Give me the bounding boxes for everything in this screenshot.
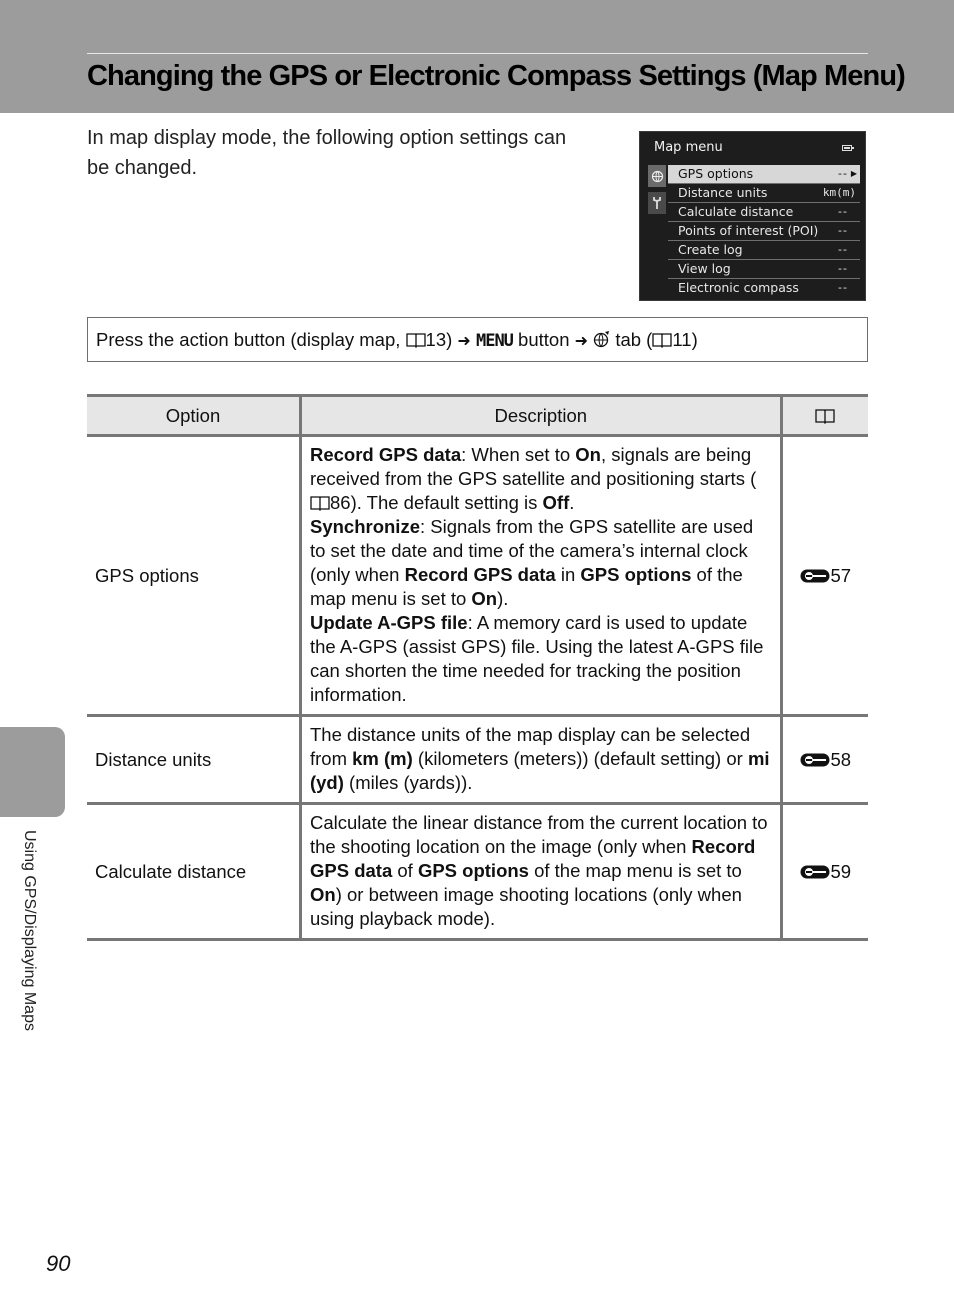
camera-menu-item[interactable] xyxy=(668,241,860,260)
option-description xyxy=(300,436,781,716)
camera-menu-item-value: -- xyxy=(838,262,848,275)
navigation-path xyxy=(87,317,868,362)
desc-text: , signals are being received from the GPS satellite and positioning starts ( xyxy=(309,444,757,489)
camera-menu-title: Map menu xyxy=(654,140,723,155)
reference-page: 58 xyxy=(830,748,852,770)
nav-ref-link[interactable]: 11 xyxy=(672,329,692,350)
term: GPS options xyxy=(417,860,529,881)
camera-menu-item[interactable] xyxy=(668,260,860,279)
reference-book-icon xyxy=(815,407,835,423)
term: mi (yd) xyxy=(309,748,770,793)
camera-menu-item[interactable] xyxy=(668,165,860,184)
desc-text: of the map menu is set to xyxy=(528,860,742,881)
nav-text: tab ( xyxy=(610,329,653,350)
reference-cell[interactable] xyxy=(781,804,868,940)
desc-text: in xyxy=(555,564,581,585)
option-description xyxy=(300,804,781,940)
chapter-side-tab xyxy=(0,727,65,817)
reference-page: 57 xyxy=(830,564,852,586)
desc-text: of xyxy=(392,860,418,881)
camera-menu-item-value: -- xyxy=(838,167,848,180)
term: On xyxy=(309,884,336,905)
desc-ref-link[interactable]: 86 xyxy=(329,492,351,513)
table-row xyxy=(87,804,868,940)
right-arrow-icon: ➜ xyxy=(574,333,589,350)
camera-menu-item-label: View log xyxy=(678,261,731,276)
reference-book-icon xyxy=(406,320,426,336)
term: On xyxy=(575,444,601,465)
page-title: Changing the GPS or Electronic Compass Settings (Map Menu) xyxy=(87,60,905,92)
column-header-description: Description xyxy=(300,396,781,436)
term: Record GPS data xyxy=(404,564,556,585)
camera-menu-item-value: -- xyxy=(838,205,848,218)
desc-text: Calculate the linear distance from the current location to the shooting location on the image (only when xyxy=(309,812,768,857)
desc-text: : When set to xyxy=(461,444,576,465)
term: Record GPS data xyxy=(309,444,462,465)
nav-text: button xyxy=(512,329,575,350)
desc-text: : Signals from the GPS satellite are used to set the date and time of the camera’s internal clock (only when xyxy=(309,516,754,585)
reference-section-e-icon xyxy=(800,569,830,583)
intro-text: In map display mode, the following option settings can be changed. xyxy=(87,127,567,179)
camera-menu-item-label: Electronic compass xyxy=(678,280,799,295)
option-name: GPS options xyxy=(87,436,300,716)
camera-menu-item[interactable] xyxy=(668,222,860,241)
camera-menu-item-label: GPS options xyxy=(678,166,754,181)
chapter-side-label: Using GPS/Displaying Maps xyxy=(21,830,38,1031)
reference-book-icon xyxy=(310,493,330,509)
option-name: Calculate distance xyxy=(87,804,300,940)
desc-text: . xyxy=(569,492,575,513)
camera-menu-item-label: Distance units xyxy=(678,185,768,200)
reference-cell[interactable] xyxy=(781,436,868,716)
column-header-option: Option xyxy=(87,396,300,436)
nav-text: ) xyxy=(691,329,698,350)
table-row xyxy=(87,436,868,716)
term: On xyxy=(471,588,498,609)
chevron-right-icon: ▶ xyxy=(850,169,857,178)
map-globe-tab-icon xyxy=(593,329,610,350)
term: km (m) xyxy=(352,748,413,769)
map-globe-tab-icon xyxy=(648,165,666,187)
menu-button-label: MENU xyxy=(475,331,513,351)
camera-menu-item-value: -- xyxy=(838,224,848,237)
desc-text: (kilometers (meters)) (default setting) or xyxy=(412,748,748,769)
camera-menu-item[interactable] xyxy=(668,184,860,203)
battery-icon xyxy=(842,145,852,151)
camera-menu-item-value: -- xyxy=(838,243,848,256)
term: Off xyxy=(542,492,570,513)
table-row xyxy=(87,716,868,804)
option-description xyxy=(300,716,781,804)
camera-screen xyxy=(639,131,866,301)
desc-text: of the map menu is set to xyxy=(309,564,743,609)
term: Update A-GPS file xyxy=(309,612,468,633)
page-number: 90 xyxy=(46,1251,71,1276)
desc-text: ) or between image shooting locations (only when using playback mode). xyxy=(309,884,742,929)
reference-page: 59 xyxy=(830,860,852,882)
camera-menu-item[interactable] xyxy=(668,279,860,297)
desc-text: (miles (yards)). xyxy=(343,772,473,793)
nav-text: ) xyxy=(446,329,458,350)
reference-cell[interactable] xyxy=(781,716,868,804)
desc-text: ). The default setting is xyxy=(350,492,543,513)
nav-text: Press the action button (display map, xyxy=(96,329,406,350)
option-name: Distance units xyxy=(87,716,300,804)
nav-ref-link[interactable]: 13 xyxy=(425,329,447,350)
options-table xyxy=(87,394,868,941)
reference-book-icon xyxy=(652,320,672,336)
camera-menu-item-value: km(m) xyxy=(822,186,856,199)
header-rule xyxy=(87,53,868,54)
term: Record GPS data xyxy=(309,836,756,881)
camera-menu-item-value: -- xyxy=(838,281,848,294)
camera-menu-item-label: Points of interest (POI) xyxy=(678,223,819,238)
header-band xyxy=(0,0,954,113)
camera-menu-item-label: Calculate distance xyxy=(678,204,794,219)
reference-section-e-icon xyxy=(800,753,830,767)
camera-menu-item-label: Create log xyxy=(678,242,743,257)
term: GPS options xyxy=(580,564,692,585)
right-arrow-icon: ➜ xyxy=(457,333,471,350)
setup-wrench-icon xyxy=(648,192,666,214)
table-header-row xyxy=(87,396,868,436)
camera-menu-list xyxy=(668,165,860,297)
desc-text: : A memory card is used to update the A-GPS (assist GPS) file. Using the latest A-GPS file can shorten the time needed for tracking the position information. xyxy=(309,612,764,705)
desc-text: ). xyxy=(497,588,509,609)
desc-text: The distance units of the map display can be selected from xyxy=(309,724,751,769)
reference-section-e-icon xyxy=(800,865,830,879)
term: Synchronize xyxy=(309,516,420,537)
camera-menu-item[interactable] xyxy=(668,203,860,222)
column-header-reference xyxy=(781,396,868,436)
